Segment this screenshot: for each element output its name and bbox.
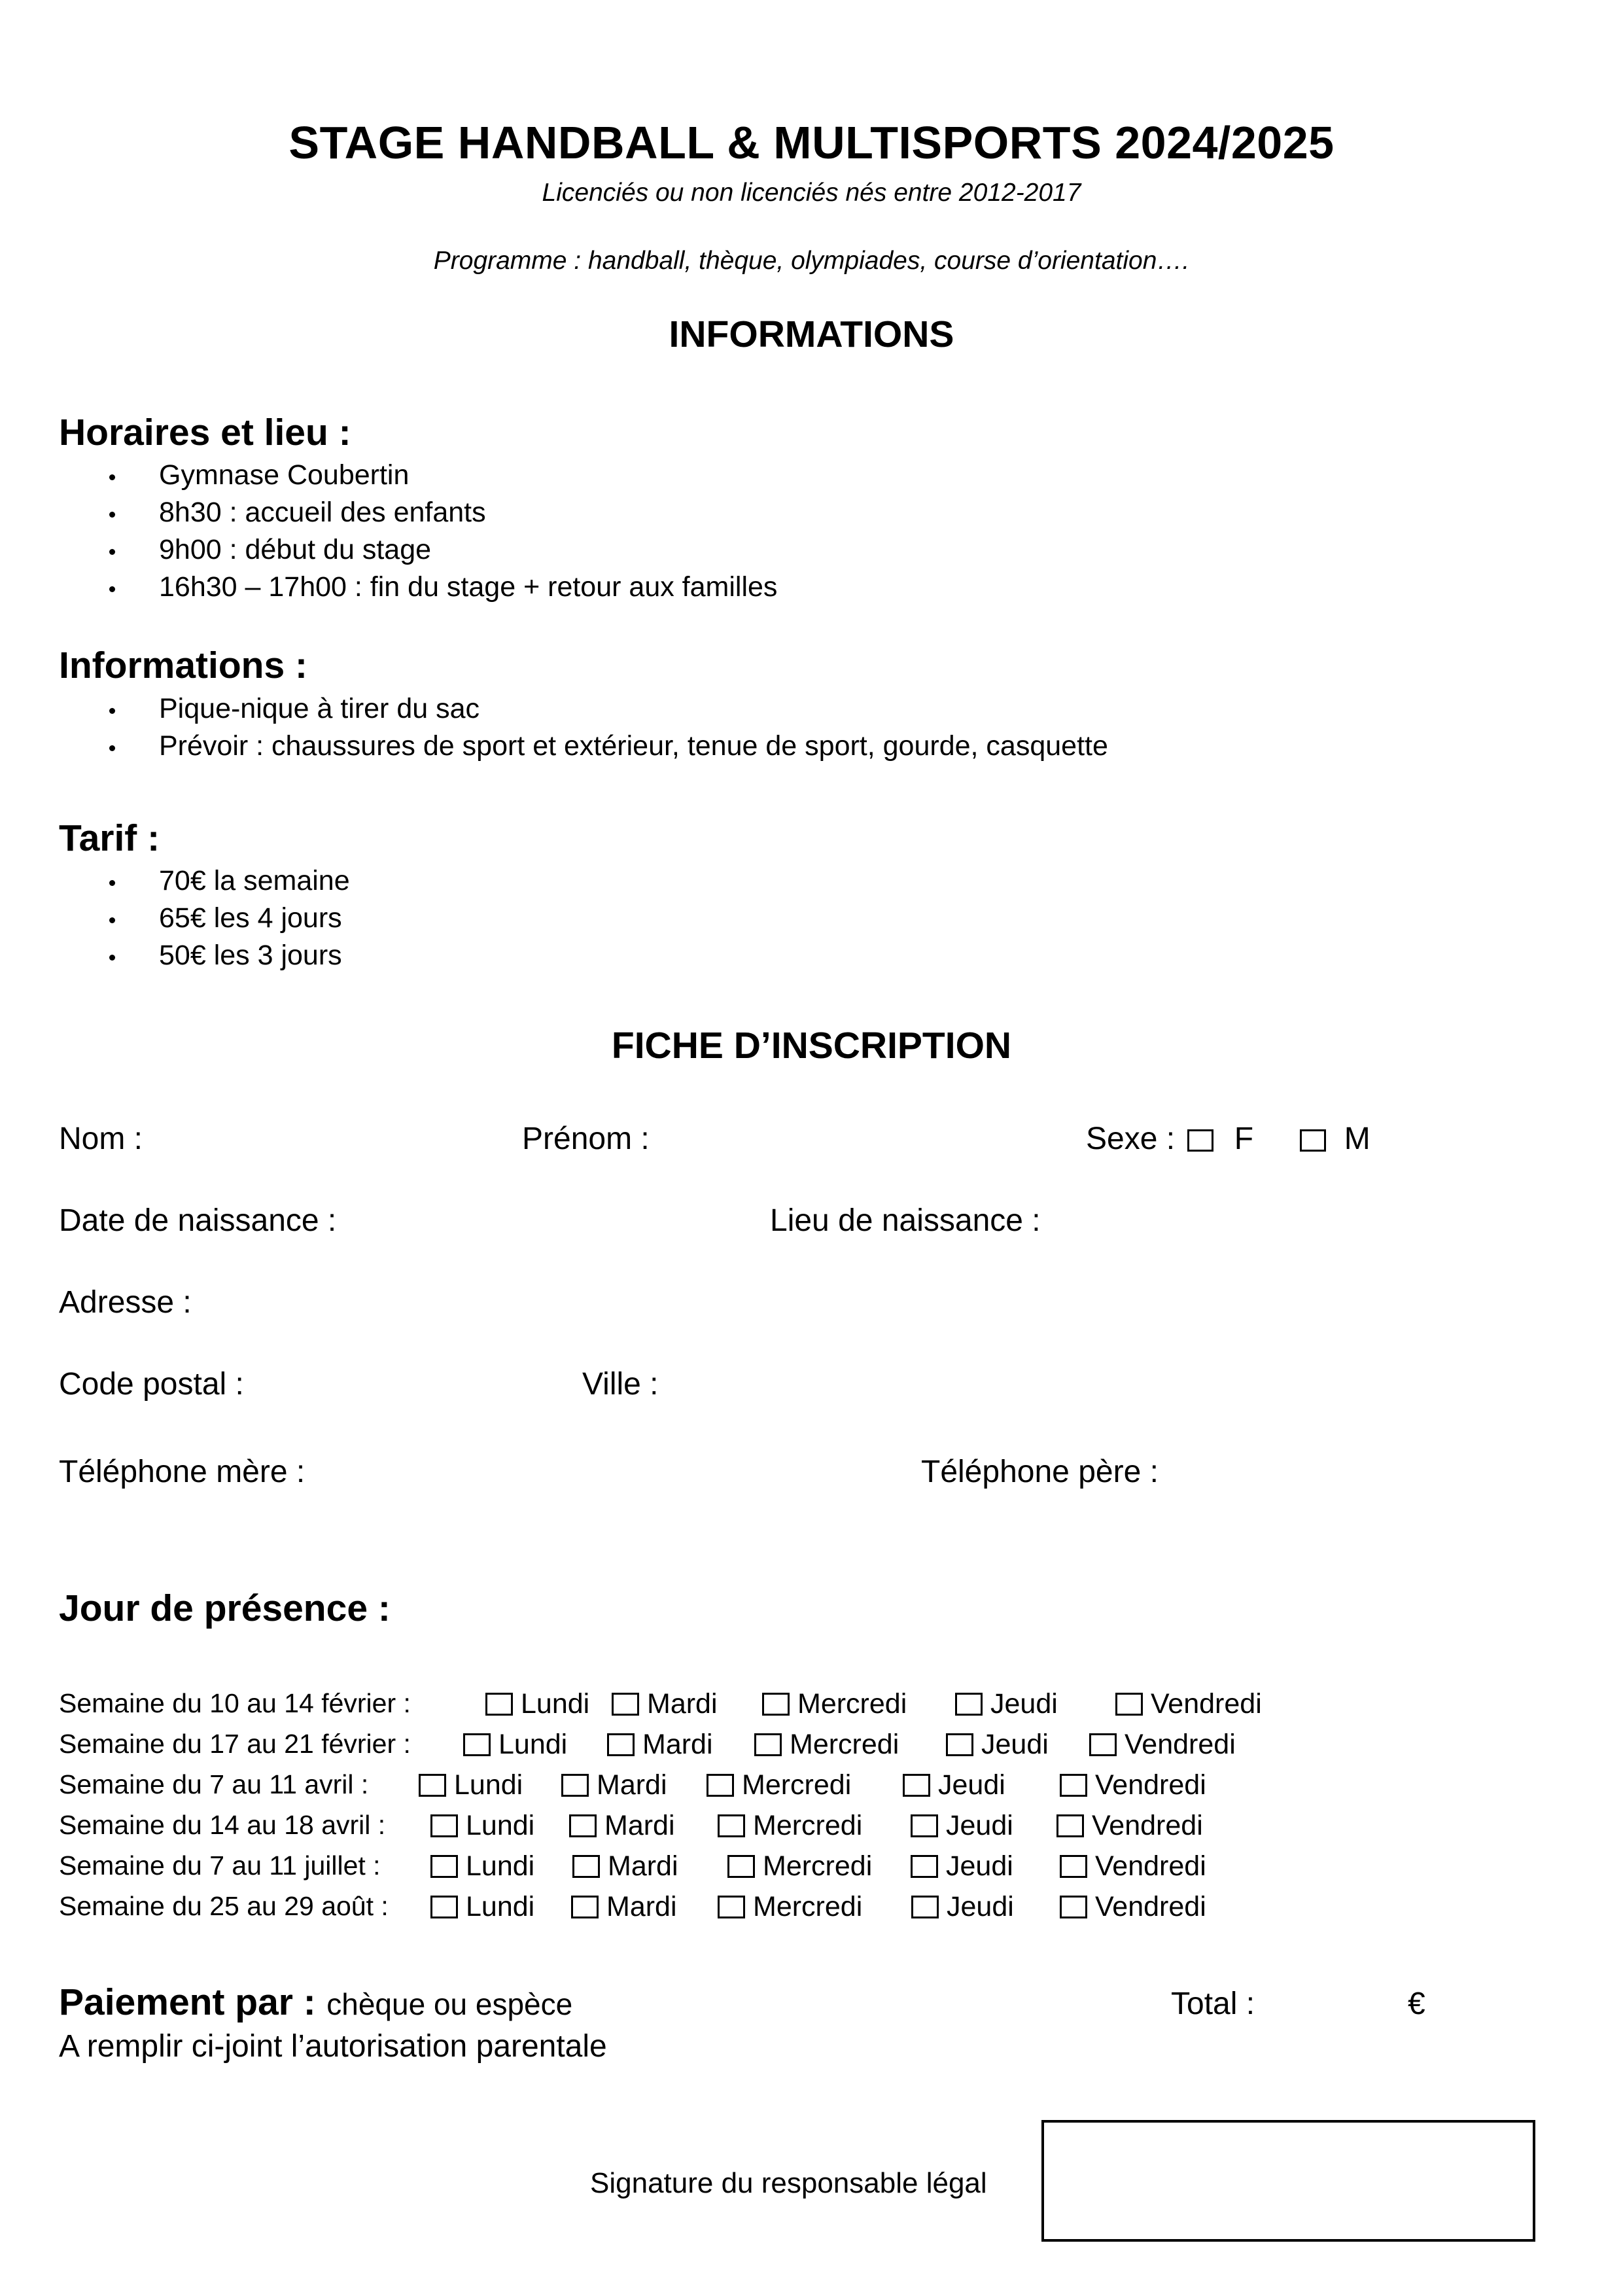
list-item: 8h30 : accueil des enfants <box>0 494 777 531</box>
sexe-label: Sexe : <box>1086 1122 1176 1156</box>
day-label: Mercredi <box>753 1891 863 1922</box>
day-checkbox[interactable] <box>572 1855 600 1878</box>
day-checkbox[interactable] <box>1115 1693 1143 1716</box>
day-checkbox[interactable] <box>1060 1855 1087 1878</box>
day-checkbox[interactable] <box>561 1774 589 1797</box>
day-checkbox[interactable] <box>903 1774 930 1797</box>
presence-week-label: Semaine du 25 au 29 août : <box>59 1891 389 1921</box>
informations-list <box>0 690 1108 765</box>
adresse-label: Adresse : <box>59 1285 192 1320</box>
presence-day-option <box>718 1810 862 1842</box>
day-checkbox[interactable] <box>569 1814 597 1837</box>
day-checkbox[interactable] <box>430 1855 458 1878</box>
presence-heading: Jour de présence : <box>59 1587 391 1629</box>
presence-day-option <box>561 1769 667 1801</box>
day-checkbox[interactable] <box>1060 1896 1087 1918</box>
day-label: Vendredi <box>1125 1729 1236 1760</box>
list-item: 50€ les 3 jours <box>0 937 350 974</box>
presence-day-option <box>955 1688 1058 1720</box>
list-item: 16h30 – 17h00 : fin du stage + retour aux familles <box>0 569 777 606</box>
horaires-list <box>0 457 777 606</box>
day-checkbox[interactable] <box>463 1733 491 1756</box>
list-item: Pique-nique à tirer du sac <box>0 690 1108 728</box>
day-label: Mardi <box>608 1850 678 1882</box>
presence-day-option <box>430 1891 534 1923</box>
presence-day-option <box>754 1729 899 1761</box>
day-label: Mercredi <box>790 1729 899 1760</box>
sexe-m-label: M <box>1344 1122 1370 1156</box>
presence-week-label: Semaine du 17 au 21 février : <box>59 1729 411 1759</box>
paiement-line <box>59 1981 572 2024</box>
day-label: Mardi <box>604 1810 675 1841</box>
presence-day-option <box>911 1850 1013 1882</box>
day-label: Mardi <box>647 1688 718 1720</box>
informations-heading: Informations : <box>59 645 307 686</box>
presence-day-option <box>1060 1769 1206 1801</box>
presence-day-option <box>419 1769 523 1801</box>
programme-subtitle: Programme : handball, thèque, olympiades, course d’orientation…. <box>433 247 1190 275</box>
day-checkbox[interactable] <box>419 1774 446 1797</box>
sexe-f-label: F <box>1234 1122 1254 1156</box>
prenom-label: Prénom : <box>522 1122 650 1156</box>
presence-day-option <box>946 1729 1049 1761</box>
list-item: Prévoir : chaussures de sport et extérieur, tenue de sport, gourde, casquette <box>0 728 1108 765</box>
lieu-naissance-label: Lieu de naissance : <box>770 1203 1041 1238</box>
presence-day-option <box>903 1769 1005 1801</box>
presence-day-option <box>911 1891 1014 1923</box>
day-checkbox[interactable] <box>718 1814 745 1837</box>
list-item: Gymnase Coubertin <box>0 457 777 494</box>
fiche-section-title: FICHE D’INSCRIPTION <box>611 1025 1012 1067</box>
autorisation-note: A remplir ci-joint l’autorisation parentale <box>59 2029 607 2064</box>
presence-day-option <box>762 1688 907 1720</box>
day-checkbox[interactable] <box>607 1733 635 1756</box>
presence-day-option <box>1060 1891 1206 1923</box>
presence-week-label: Semaine du 14 au 18 avril : <box>59 1810 386 1840</box>
presence-day-option <box>572 1850 678 1882</box>
day-checkbox[interactable] <box>430 1814 458 1837</box>
day-checkbox[interactable] <box>1060 1774 1087 1797</box>
day-label: Lundi <box>466 1850 535 1882</box>
tel-pere-label: Téléphone père : <box>921 1455 1159 1489</box>
tarif-list <box>0 862 350 974</box>
sexe-f-checkbox[interactable] <box>1187 1129 1213 1152</box>
day-checkbox[interactable] <box>430 1896 458 1918</box>
date-naissance-label: Date de naissance : <box>59 1203 337 1238</box>
presence-day-option <box>430 1850 534 1882</box>
code-postal-label: Code postal : <box>59 1367 244 1402</box>
day-label: Mercredi <box>797 1688 907 1720</box>
day-label: Lundi <box>498 1729 568 1760</box>
day-label: Mardi <box>597 1769 667 1801</box>
day-label: Mercredi <box>742 1769 852 1801</box>
day-label: Lundi <box>521 1688 590 1720</box>
presence-week-label: Semaine du 7 au 11 juillet : <box>59 1850 381 1881</box>
presence-day-option <box>707 1769 851 1801</box>
day-label: Lundi <box>466 1810 535 1841</box>
presence-day-option <box>1060 1850 1206 1882</box>
tarif-heading: Tarif : <box>59 817 160 859</box>
presence-week-label: Semaine du 10 au 14 février : <box>59 1688 411 1718</box>
total-label: Total : <box>1171 1987 1255 2021</box>
paiement-mode: chèque ou espèce <box>326 1987 573 2021</box>
day-checkbox[interactable] <box>946 1733 973 1756</box>
tel-mere-label: Téléphone mère : <box>59 1455 305 1489</box>
day-checkbox[interactable] <box>612 1693 639 1716</box>
day-label: Jeudi <box>947 1891 1014 1922</box>
horaires-heading: Horaires et lieu : <box>59 412 351 453</box>
presence-day-option <box>485 1688 589 1720</box>
presence-day-option <box>612 1688 718 1720</box>
presence-day-option <box>1089 1729 1236 1761</box>
day-checkbox[interactable] <box>955 1693 983 1716</box>
day-label: Vendredi <box>1151 1688 1262 1720</box>
presence-week-label: Semaine du 7 au 11 avril : <box>59 1769 369 1799</box>
presence-day-option <box>718 1891 862 1923</box>
page-title: STAGE HANDBALL & MULTISPORTS 2024/2025 <box>288 117 1335 168</box>
day-label: Vendredi <box>1095 1891 1206 1922</box>
ville-label: Ville : <box>582 1367 659 1402</box>
sexe-group <box>1086 1121 1370 1157</box>
list-item: 70€ la semaine <box>0 862 350 900</box>
day-checkbox[interactable] <box>707 1774 734 1797</box>
day-label: Jeudi <box>990 1688 1058 1720</box>
day-label: Jeudi <box>938 1769 1005 1801</box>
day-checkbox[interactable] <box>762 1693 790 1716</box>
day-label: Jeudi <box>946 1810 1013 1841</box>
paiement-heading: Paiement par : <box>59 1981 316 2023</box>
eligibility-subtitle: Licenciés ou non licenciés nés entre 2012-2017 <box>542 179 1081 207</box>
day-checkbox[interactable] <box>911 1814 938 1837</box>
presence-day-option <box>1056 1810 1203 1842</box>
day-checkbox[interactable] <box>571 1896 599 1918</box>
day-label: Jeudi <box>981 1729 1049 1760</box>
day-checkbox[interactable] <box>485 1693 513 1716</box>
presence-day-option <box>571 1891 677 1923</box>
presence-day-option <box>430 1810 534 1842</box>
day-label: Lundi <box>466 1891 535 1922</box>
sexe-m-checkbox[interactable] <box>1300 1129 1326 1152</box>
presence-day-option <box>607 1729 713 1761</box>
day-label: Vendredi <box>1095 1850 1206 1882</box>
day-label: Jeudi <box>946 1850 1013 1882</box>
day-checkbox[interactable] <box>1056 1814 1084 1837</box>
day-checkbox[interactable] <box>727 1855 755 1878</box>
presence-day-option <box>911 1810 1013 1842</box>
day-label: Mercredi <box>763 1850 873 1882</box>
signature-box[interactable] <box>1041 2120 1535 2242</box>
day-checkbox[interactable] <box>718 1896 745 1918</box>
day-label: Mardi <box>606 1891 677 1922</box>
presence-day-option <box>1115 1688 1262 1720</box>
day-label: Mercredi <box>753 1810 863 1841</box>
day-checkbox[interactable] <box>1089 1733 1117 1756</box>
day-checkbox[interactable] <box>911 1855 938 1878</box>
presence-day-option <box>727 1850 872 1882</box>
day-checkbox[interactable] <box>911 1896 939 1918</box>
total-currency: € <box>1408 1987 1425 2021</box>
signature-label: Signature du responsable légal <box>590 2167 987 2199</box>
day-checkbox[interactable] <box>754 1733 782 1756</box>
day-label: Mardi <box>642 1729 713 1760</box>
nom-label: Nom : <box>59 1122 143 1156</box>
day-label: Vendredi <box>1092 1810 1203 1841</box>
list-item: 9h00 : début du stage <box>0 531 777 569</box>
informations-section-title: INFORMATIONS <box>669 313 954 355</box>
list-item: 65€ les 4 jours <box>0 900 350 937</box>
day-label: Lundi <box>454 1769 523 1801</box>
day-label: Vendredi <box>1095 1769 1206 1801</box>
presence-day-option <box>463 1729 567 1761</box>
presence-day-option <box>569 1810 675 1842</box>
